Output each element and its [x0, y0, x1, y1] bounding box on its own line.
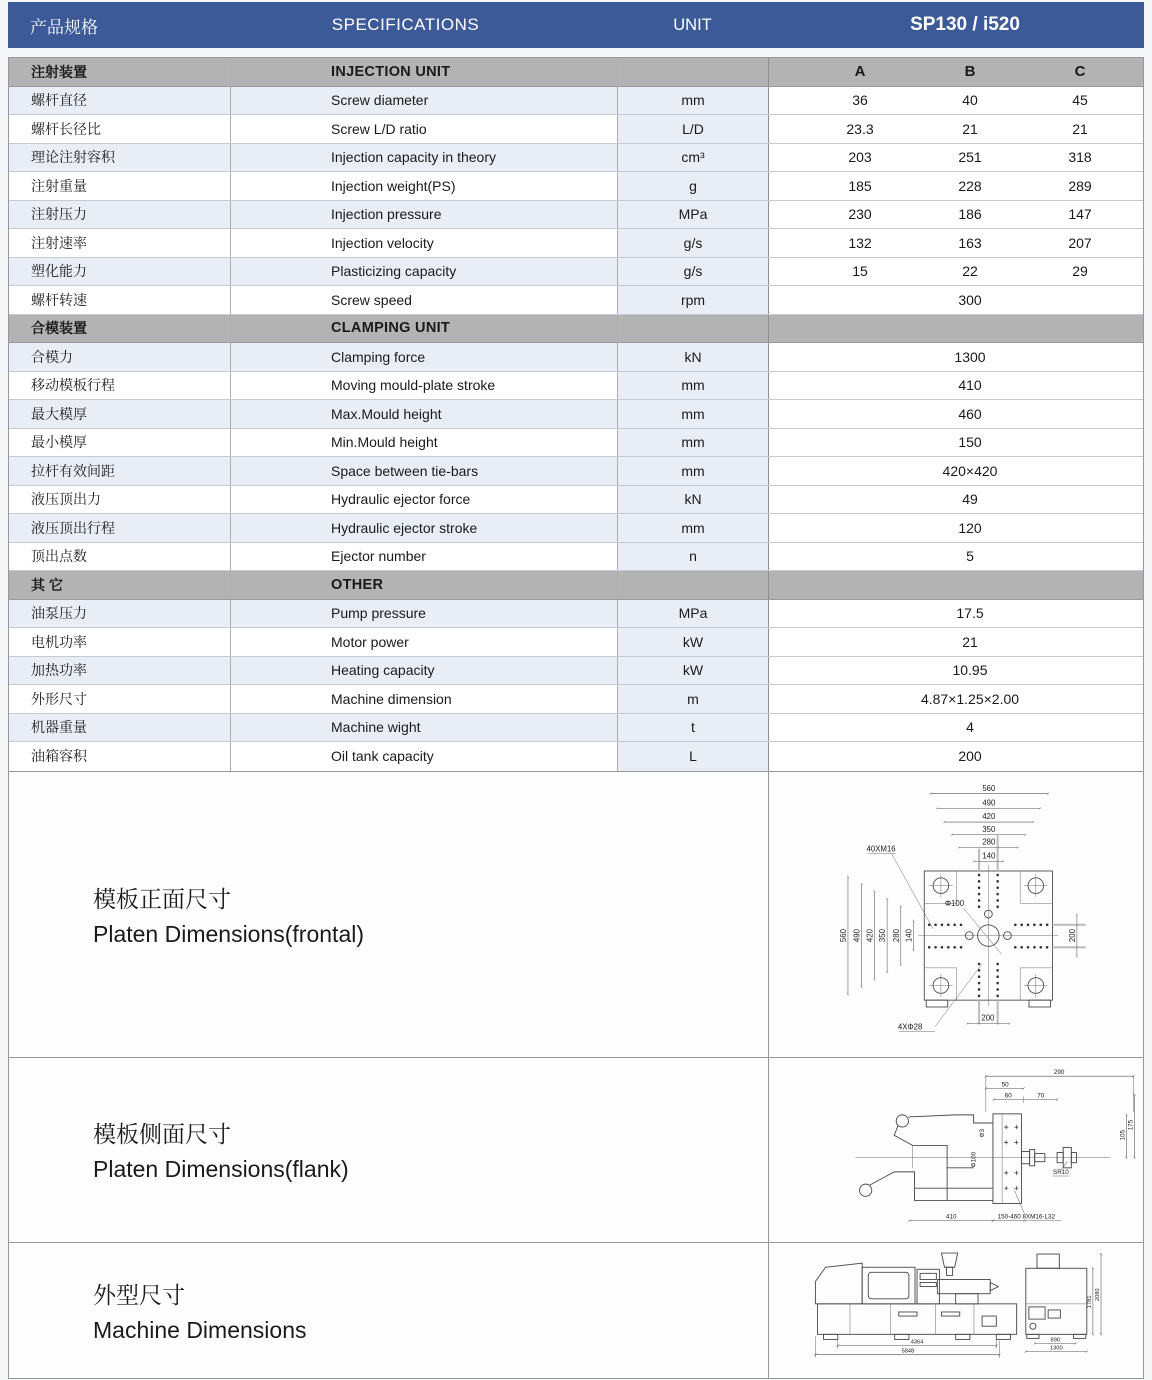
spec-values [769, 229, 1143, 257]
spec-values [769, 172, 1143, 200]
spec-row [9, 514, 1143, 543]
spec-values [769, 543, 1143, 571]
platen-frontal-title-cn: 模板正面尺寸 [93, 885, 231, 912]
spec-value: 228 [958, 177, 982, 194]
spec-name-cn: 注射速率 [9, 229, 231, 257]
spec-value: 23.3 [846, 120, 874, 137]
spec-value-merged: 10.95 [952, 662, 988, 679]
spec-name-en: Pump pressure [231, 600, 618, 628]
spec-name-en: Plasticizing capacity [231, 258, 618, 286]
machine-dimensions-section [9, 1242, 1143, 1378]
spec-values [769, 429, 1143, 457]
spec-name-en: Screw speed [231, 286, 618, 314]
spec-value: 36 [852, 92, 868, 109]
value-column-header: C [1074, 63, 1086, 81]
spec-unit: mm [618, 372, 769, 400]
spec-name-en: Clamping force [231, 343, 618, 371]
spec-name-en: Injection pressure [231, 201, 618, 229]
svg-text:350: 350 [982, 824, 996, 834]
spec-unit: L/D [618, 115, 769, 143]
spec-name-en: Oil tank capacity [231, 742, 618, 771]
spec-name-cn: 合模力 [9, 343, 231, 371]
platen-frontal-art [769, 772, 1143, 1057]
spec-name-cn: 注射重量 [9, 172, 231, 200]
svg-text:410: 410 [945, 1213, 957, 1221]
spec-name-en: Motor power [231, 628, 618, 656]
spec-value-merged: 4 [966, 719, 974, 736]
unit-label: UNIT [673, 15, 712, 34]
spec-value: 318 [1068, 149, 1092, 166]
section-title-en: OTHER [231, 571, 618, 599]
spec-values [769, 486, 1143, 514]
spec-row [9, 201, 1143, 230]
svg-text:560: 560 [982, 783, 996, 793]
spec-value: 21 [1072, 120, 1088, 137]
spec-name-en: Machine wight [231, 714, 618, 742]
machine-dimensions-drawing [803, 1251, 1149, 1375]
svg-text:175: 175 [1127, 1119, 1135, 1130]
diagram-panel [8, 772, 1144, 1379]
spec-values [769, 258, 1143, 286]
platen-flank-label [9, 1058, 769, 1242]
spec-unit: t [618, 714, 769, 742]
spec-row [9, 372, 1143, 401]
svg-text:4364: 4364 [910, 1338, 924, 1345]
spec-values [769, 742, 1143, 771]
spec-name-en: Injection weight(PS) [231, 172, 618, 200]
svg-text:1300: 1300 [1049, 1345, 1063, 1352]
spec-unit: cm³ [618, 144, 769, 172]
platen-frontal-drawing [831, 780, 1133, 1052]
spec-row [9, 144, 1143, 173]
spec-unit: m [618, 685, 769, 713]
svg-text:60: 60 [1004, 1092, 1012, 1100]
section-values-cell [769, 315, 1143, 343]
section-header-row [9, 58, 1143, 87]
spec-row [9, 457, 1143, 486]
spec-value: 186 [958, 206, 982, 223]
svg-text:890: 890 [1050, 1336, 1061, 1343]
svg-text:200: 200 [1067, 928, 1077, 942]
spec-values [769, 628, 1143, 656]
spec-row [9, 600, 1143, 629]
spec-value: 207 [1068, 234, 1092, 251]
spec-unit: MPa [618, 201, 769, 229]
spec-row [9, 714, 1143, 743]
spec-unit: mm [618, 87, 769, 115]
platen-flank-art [769, 1058, 1143, 1242]
platen-flank-title-cn: 模板侧面尺寸 [93, 1121, 231, 1147]
section-title-cn: 其 它 [9, 571, 231, 599]
spec-value-merged: 120 [958, 519, 982, 536]
spec-row [9, 87, 1143, 116]
svg-text:Φ100: Φ100 [944, 898, 965, 908]
spec-value: 132 [848, 234, 872, 251]
spec-value: 29 [1072, 263, 1088, 280]
spec-name-cn: 加热功率 [9, 657, 231, 685]
spec-values [769, 201, 1143, 229]
spec-value: 185 [848, 177, 872, 194]
spec-values [769, 685, 1143, 713]
spec-row [9, 429, 1143, 458]
svg-text:490: 490 [852, 928, 862, 942]
spec-values [769, 514, 1143, 542]
svg-text:40XM16: 40XM16 [866, 843, 896, 853]
svg-text:280: 280 [891, 928, 901, 942]
section-unit-cell [618, 315, 769, 343]
spec-value-merged: 410 [958, 377, 982, 394]
spec-value: 21 [962, 120, 978, 137]
svg-text:560: 560 [839, 928, 848, 942]
spec-value-merged: 4.87×1.25×2.00 [920, 690, 1020, 707]
spec-values [769, 343, 1143, 371]
spec-row [9, 400, 1143, 429]
spec-values [769, 286, 1143, 314]
svg-text:1781: 1781 [1086, 1294, 1093, 1308]
spec-unit: kW [618, 657, 769, 685]
spec-unit: mm [618, 514, 769, 542]
spec-unit: L [618, 742, 769, 771]
spec-values [769, 144, 1143, 172]
spec-name-en: Machine dimension [231, 685, 618, 713]
spec-unit: g [618, 172, 769, 200]
spec-value-merged: 17.5 [956, 605, 984, 622]
platen-frontal-label [9, 772, 769, 1057]
spec-name-cn: 油泵压力 [9, 600, 231, 628]
spec-name-cn: 最小模厚 [9, 429, 231, 457]
spec-name-cn: 顶出点数 [9, 543, 231, 571]
spec-values [769, 87, 1143, 115]
section-values-cell [769, 571, 1143, 599]
spec-unit: mm [618, 429, 769, 457]
spec-unit: kN [618, 486, 769, 514]
spec-name-cn: 注射压力 [9, 201, 231, 229]
svg-text:SR10: SR10 [1053, 1168, 1069, 1176]
spec-unit: g/s [618, 229, 769, 257]
svg-text:200: 200 [981, 1013, 995, 1023]
spec-row [9, 286, 1143, 315]
spec-value: 15 [852, 263, 868, 280]
spec-row [9, 486, 1143, 515]
spec-value-merged: 300 [958, 291, 982, 308]
spec-unit: kW [618, 628, 769, 656]
section-values-cell [769, 58, 1143, 86]
spec-row [9, 258, 1143, 287]
svg-text:420: 420 [982, 811, 996, 821]
svg-text:70: 70 [1037, 1092, 1045, 1100]
spec-values [769, 600, 1143, 628]
machine-dimensions-title-en: Machine Dimensions [93, 1316, 307, 1343]
platen-flank-section [9, 1057, 1143, 1242]
spec-name-cn: 移动模板行程 [9, 372, 231, 400]
svg-text:50: 50 [1001, 1080, 1009, 1088]
spec-value: 203 [848, 149, 872, 166]
section-unit-cell [618, 58, 769, 86]
spec-unit: rpm [618, 286, 769, 314]
svg-text:420: 420 [865, 928, 875, 942]
spec-row [9, 685, 1143, 714]
spec-unit: mm [618, 400, 769, 428]
section-title-cn: 合模装置 [9, 315, 231, 343]
spec-values [769, 657, 1143, 685]
spec-table [8, 57, 1144, 772]
section-header-row [9, 571, 1143, 600]
spec-name-cn: 油箱容积 [9, 742, 231, 771]
spec-name-en: Max.Mould height [231, 400, 618, 428]
spec-name-en: Injection capacity in theory [231, 144, 618, 172]
spec-value-merged: 21 [962, 633, 978, 650]
spec-row [9, 628, 1143, 657]
spec-unit: kN [618, 343, 769, 371]
spec-name-cn: 螺杆直径 [9, 87, 231, 115]
spec-values [769, 457, 1143, 485]
spec-name-en: Hydraulic ejector stroke [231, 514, 618, 542]
spec-name-cn: 液压顶出力 [9, 486, 231, 514]
title-bar [8, 2, 1144, 48]
spec-unit: n [618, 543, 769, 571]
svg-text:2080: 2080 [1094, 1287, 1101, 1301]
section-title-en: CLAMPING UNIT [231, 315, 618, 343]
spec-values [769, 400, 1143, 428]
spec-row [9, 229, 1143, 258]
spec-name-en: Heating capacity [231, 657, 618, 685]
spec-name-en: Space between tie-bars [231, 457, 618, 485]
spec-row [9, 742, 1143, 771]
spec-value-merged: 5 [966, 548, 974, 565]
spec-name-cn: 电机功率 [9, 628, 231, 656]
spec-name-en: Ejector number [231, 543, 618, 571]
spec-values [769, 372, 1143, 400]
svg-text:5848: 5848 [901, 1348, 915, 1355]
spec-name-en: Min.Mould height [231, 429, 618, 457]
spec-value: 45 [1072, 92, 1088, 109]
spec-values [769, 115, 1143, 143]
spec-name-en: Moving mould-plate stroke [231, 372, 618, 400]
spec-value-merged: 460 [958, 405, 982, 422]
spec-value-merged: 200 [958, 748, 982, 765]
spec-value-merged: 49 [962, 491, 978, 508]
spec-unit: mm [618, 457, 769, 485]
specifications-label: SPECIFICATIONS [331, 15, 480, 34]
spec-value: 163 [958, 234, 982, 251]
machine-dimensions-label [9, 1243, 769, 1378]
svg-text:105: 105 [1119, 1129, 1127, 1140]
spec-row [9, 657, 1143, 686]
spec-value-merged: 420×420 [942, 462, 998, 479]
spec-name-en: Screw diameter [231, 87, 618, 115]
product-spec-label: 产品规格 [30, 17, 98, 37]
spec-value-merged: 150 [958, 434, 982, 451]
spec-value-merged: 1300 [954, 348, 986, 365]
spec-row [9, 343, 1143, 372]
svg-text:490: 490 [982, 797, 996, 807]
spec-row [9, 172, 1143, 201]
spec-value: 22 [962, 263, 978, 280]
spec-name-cn: 外形尺寸 [9, 685, 231, 713]
spec-value: 251 [958, 149, 982, 166]
spec-row [9, 543, 1143, 572]
platen-flank-title-en: Platen Dimensions(flank) [93, 1156, 349, 1182]
spec-value: 289 [1068, 177, 1092, 194]
spec-value: 40 [962, 92, 978, 109]
spec-unit: g/s [618, 258, 769, 286]
spec-name-cn: 螺杆转速 [9, 286, 231, 314]
svg-text:290: 290 [1053, 1068, 1065, 1076]
platen-flank-drawing [853, 1066, 1139, 1234]
spec-value: 230 [848, 206, 872, 223]
svg-text:4XΦ28: 4XΦ28 [897, 1021, 923, 1031]
spec-row [9, 115, 1143, 144]
svg-text:140: 140 [904, 928, 914, 942]
spec-name-cn: 塑化能力 [9, 258, 231, 286]
svg-text:350: 350 [878, 928, 888, 942]
spec-name-cn: 液压顶出行程 [9, 514, 231, 542]
svg-text:140: 140 [982, 850, 996, 860]
svg-text:Φ100: Φ100 [970, 1151, 978, 1167]
spec-name-en: Screw L/D ratio [231, 115, 618, 143]
machine-dimensions-art [769, 1243, 1143, 1378]
svg-text:8XM16-L32: 8XM16-L32 [1022, 1213, 1056, 1221]
svg-text:150-460: 150-460 [997, 1213, 1021, 1221]
spec-name-cn: 螺杆长径比 [9, 115, 231, 143]
spec-name-cn: 拉杆有效间距 [9, 457, 231, 485]
value-column-header: A [854, 63, 866, 81]
section-unit-cell [618, 571, 769, 599]
spec-name-en: Injection velocity [231, 229, 618, 257]
platen-frontal-title-en: Platen Dimensions(frontal) [93, 920, 365, 947]
model-title: SP130 / i520 [910, 14, 1020, 35]
value-column-header: B [964, 63, 976, 81]
section-header-row [9, 315, 1143, 344]
spec-name-cn: 理论注射容积 [9, 144, 231, 172]
spec-unit: MPa [618, 600, 769, 628]
spec-name-cn: 最大模厚 [9, 400, 231, 428]
section-title-cn: 注射装置 [9, 58, 231, 86]
spec-name-cn: 机器重量 [9, 714, 231, 742]
svg-text:Φ3: Φ3 [978, 1128, 986, 1137]
section-title-en: INJECTION UNIT [231, 58, 618, 86]
machine-dimensions-title-cn: 外型尺寸 [93, 1281, 185, 1308]
svg-text:280: 280 [982, 837, 996, 847]
platen-frontal-section [9, 772, 1143, 1057]
spec-name-en: Hydraulic ejector force [231, 486, 618, 514]
spec-values [769, 714, 1143, 742]
spec-value: 147 [1068, 206, 1092, 223]
